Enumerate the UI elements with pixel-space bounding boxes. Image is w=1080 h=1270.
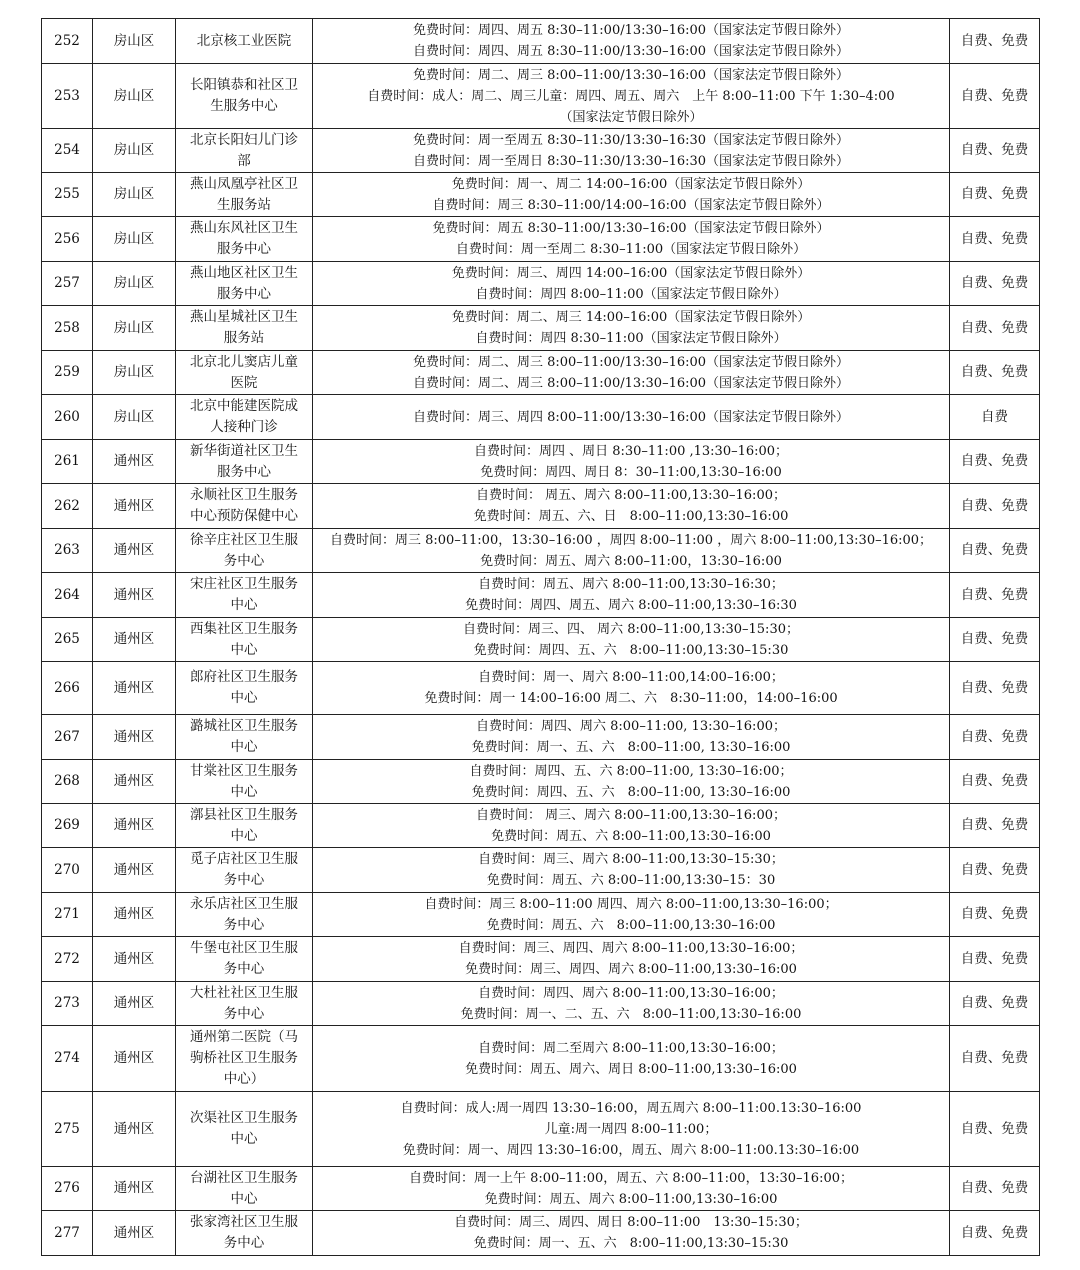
facility-name-line: 牛堡屯社区卫生服: [190, 940, 298, 956]
facility-name-line: 驹桥社区卫生服务: [190, 1050, 298, 1066]
facility-name-line: 北京北儿窦店儿童: [190, 353, 298, 370]
fee-type-cell: 自费: [950, 395, 1040, 440]
schedule-line: 儿童:周一周四 8:00–11:00；: [544, 1121, 718, 1137]
schedule-cell: [313, 395, 950, 440]
district-cell: 通州区: [93, 1211, 176, 1256]
schedule-cell: [313, 715, 950, 760]
facility-name-cell: [176, 306, 313, 351]
district-cell: 通州区: [93, 937, 176, 982]
facility-name-line: 通州第二医院（马: [190, 1029, 298, 1045]
schedule-line: 免费时间：周一、周二 14:00–16:00（国家法定节假日除外）: [451, 176, 811, 192]
schedule-cell: [313, 573, 950, 618]
schedule-line: 自费时间：周三 8:00–11:00，13:30–16:00 ，周四 8:00–11:00 ，周六 8:00–11:00,13:30–16:00；: [329, 532, 933, 548]
facility-name-line: 服务站: [223, 330, 265, 346]
facility-name-line: 宋庄社区卫生服务: [190, 576, 298, 592]
fee-type-cell: 自费、免费: [950, 893, 1040, 937]
schedule-cell: [313, 306, 950, 351]
facility-name-line: 人接种门诊: [210, 419, 278, 435]
schedule-line: 免费时间：周五、六、日 8:00–11:00,13:30–16:00: [473, 509, 789, 524]
facility-name-line: 郎府社区卫生服务: [190, 669, 298, 685]
facility-name-line: 北京核工业医院: [196, 32, 292, 49]
schedule-cell: [313, 19, 950, 64]
row-number-cell: 260: [42, 395, 93, 440]
fee-type-cell: 自费、免费: [950, 1167, 1040, 1211]
schedule-line: 自费时间：周二至周六 8:00–11:00,13:30–16:00；: [478, 1040, 784, 1056]
facility-name-cell: [176, 618, 313, 662]
facility-name-line: 中心: [230, 783, 258, 800]
district-cell: 通州区: [93, 760, 176, 804]
table-row: [42, 1092, 1040, 1167]
facility-name-line: 北京长阳妇儿门诊: [190, 131, 298, 148]
schedule-cell: [313, 217, 950, 262]
facility-name-line: 中心预防保健中心: [190, 508, 298, 524]
facility-name-line: 生服务中心: [210, 98, 278, 114]
fee-type-cell: 自费、免费: [950, 937, 1040, 982]
schedule-line: 免费时间：周五、周六 8:00–11:00，13:30–16:00: [480, 553, 782, 569]
facility-name-line: 燕山凤凰亭社区卫: [190, 175, 298, 192]
fee-type-cell: 自费、免费: [950, 1026, 1040, 1092]
schedule-line: 免费时间：周五、六 8:00–11:00,13:30–15：30: [486, 873, 776, 888]
table-row: [42, 64, 1040, 129]
fee-type-cell: 自费、免费: [950, 982, 1040, 1026]
facility-name-line: 中心: [230, 739, 258, 755]
row-number-cell: 255: [42, 173, 93, 217]
facility-name-line: 中心: [230, 827, 258, 844]
facility-name-cell: [176, 573, 313, 618]
table-row: [42, 484, 1040, 529]
schedule-line: 自费时间：周三、周六 8:00–11:00,13:30–15:30；: [478, 852, 784, 867]
schedule-cell: [313, 937, 950, 982]
row-number-cell: 254: [42, 129, 93, 173]
schedule-line: 自费时间：成人:周一周四 13:30–16:00，周五周六 8:00–11:00.13:30–16:00: [400, 1100, 862, 1116]
district-cell: 通州区: [93, 529, 176, 573]
row-number-cell: 275: [42, 1092, 93, 1167]
schedule-line: 免费时间：周一、二、五、六 8:00–11:00,13:30–16:00: [460, 1006, 802, 1022]
schedule-line: 免费时间：周五、周六 8:00–11:00,13:30–16:00: [484, 1191, 778, 1207]
district-cell: 房山区: [93, 262, 176, 306]
schedule-line: 自费时间：周三、四、 周六 8:00–11:00,13:30–15:30；: [463, 621, 799, 637]
schedule-line: 免费时间：周四、五、六 8:00–11:00, 13:30–16:00: [471, 784, 791, 800]
district-cell: 房山区: [93, 351, 176, 395]
schedule-line: 自费时间：周五、周六 8:00–11:00,13:30–16:30；: [478, 577, 784, 592]
schedule-line: 自费时间：周三 8:00–11:00 周四、周六 8:00–11:00,13:30–16:00；: [424, 896, 838, 912]
facility-name-line: 生服务站: [217, 196, 271, 213]
row-number-cell: 263: [42, 529, 93, 573]
table-row: [42, 662, 1040, 715]
schedule-line: 自费时间：周三、周四、周六 8:00–11:00,13:30–16:00；: [458, 941, 804, 956]
facility-name-line: 燕山东风社区卫生: [190, 220, 298, 236]
fee-type-cell: 自费、免费: [950, 173, 1040, 217]
schedule-line: 自费时间：周四、周六 8:00–11:00,13:30–16:00；: [478, 985, 784, 1001]
schedule-line: 免费时间：周四、五、六 8:00–11:00,13:30–15:30: [473, 642, 789, 658]
table-row: [42, 937, 1040, 982]
table-row: [42, 217, 1040, 262]
schedule-line: 自费时间：周一至周日 8:30–11:30/13:30–16:30（国家法定节假日除外）: [412, 153, 850, 169]
table-row: [42, 262, 1040, 306]
schedule-line: 免费时间：周四、周五 8:30–11:00/13:30–16:00（国家法定节假日除外）: [412, 23, 850, 38]
facility-name-line: 务中心: [223, 1235, 265, 1251]
facility-name-cell: [176, 1026, 313, 1092]
facility-name-cell: [176, 1167, 313, 1211]
district-cell: 通州区: [93, 1092, 176, 1167]
fee-type-cell: 自费、免费: [950, 804, 1040, 848]
facility-name-cell: [176, 1092, 313, 1167]
schedule-line: 自费时间：周四 8:30–11:00（国家法定节假日除外）: [475, 331, 787, 346]
fee-type-cell: 自费、免费: [950, 715, 1040, 760]
facility-name-cell: [176, 893, 313, 937]
facility-name-cell: [176, 64, 313, 129]
table-row: [42, 19, 1040, 64]
fee-type-cell: 自费、免费: [950, 306, 1040, 351]
schedule-line: 自费时间：周四 、周日 8:30–11:00 ,13:30–16:00；: [473, 443, 789, 459]
fee-type-cell: 自费、免费: [950, 351, 1040, 395]
schedule-cell: [313, 1167, 950, 1211]
district-cell: 房山区: [93, 64, 176, 129]
schedule-cell: [313, 662, 950, 715]
facility-name-line: 大杜社社区卫生服: [190, 984, 298, 1001]
facility-name-line: 永顺社区卫生服务: [190, 487, 298, 503]
facility-name-cell: [176, 395, 313, 440]
district-cell: 通州区: [93, 715, 176, 760]
schedule-cell: [313, 1092, 950, 1167]
fee-type-cell: 自费、免费: [950, 217, 1040, 262]
schedule-line: 自费时间：周一上午 8:00–11:00，周五、六 8:00–11:00，13:30–16:00；: [408, 1170, 853, 1186]
district-cell: 房山区: [93, 129, 176, 173]
schedule-line: 自费时间：周二、周三 8:00–11:00/13:30–16:00（国家法定节假日除外）: [412, 375, 850, 391]
facility-name-line: 务中心: [223, 961, 265, 977]
fee-type-cell: 自费、免费: [950, 484, 1040, 529]
schedule-line: 免费时间：周五、六 8:00–11:00,13:30–16:00: [486, 917, 776, 933]
row-number-cell: 267: [42, 715, 93, 760]
table-row: [42, 440, 1040, 484]
row-number-cell: 273: [42, 982, 93, 1026]
facility-name-line: 永乐店社区卫生服: [190, 895, 298, 912]
facility-name-cell: [176, 804, 313, 848]
schedule-cell: [313, 982, 950, 1026]
schedule-line: 免费时间：周五、周六、周日 8:00–11:00,13:30–16:00: [465, 1061, 797, 1077]
fee-type-cell: 自费、免费: [950, 440, 1040, 484]
facility-name-cell: [176, 173, 313, 217]
schedule-line: 免费时间：周二、周三 14:00–16:00（国家法定节假日除外）: [451, 310, 811, 325]
facility-name-cell: [176, 484, 313, 529]
facility-name-line: 中心: [230, 690, 258, 706]
schedule-cell: [313, 529, 950, 573]
district-cell: 房山区: [93, 19, 176, 64]
district-cell: 房山区: [93, 173, 176, 217]
facility-name-line: 部: [237, 152, 251, 169]
schedule-cell: [313, 484, 950, 529]
schedule-line: 免费时间：周四、周日 8：30–11:00,13:30–16:00: [480, 464, 782, 480]
facility-name-line: 漷县社区卫生服务: [190, 806, 298, 823]
schedule-line: 免费时间：周五、六 8:00–11:00,13:30–16:00: [491, 828, 771, 844]
table-body: [42, 19, 1040, 1256]
facility-name-line: 中心）: [223, 1071, 265, 1087]
facility-name-cell: [176, 262, 313, 306]
row-number-cell: 268: [42, 760, 93, 804]
facility-name-line: 服务中心: [217, 285, 271, 302]
row-number-cell: 264: [42, 573, 93, 618]
district-cell: 通州区: [93, 440, 176, 484]
facility-name-cell: [176, 440, 313, 484]
table-row: [42, 529, 1040, 573]
vaccination-schedule-table: [41, 18, 1040, 1256]
schedule-line: 免费时间：周一、五、六 8:00–11:00, 13:30–16:00: [471, 740, 791, 755]
facility-name-line: 新华街道社区卫生: [190, 442, 298, 459]
schedule-cell: [313, 262, 950, 306]
schedule-cell: [313, 893, 950, 937]
schedule-line: （国家法定节假日除外）: [559, 109, 703, 125]
table-row: [42, 351, 1040, 395]
schedule-line: 自费时间：周一至周二 8:30–11:00（国家法定节假日除外）: [455, 242, 807, 257]
row-number-cell: 262: [42, 484, 93, 529]
row-number-cell: 274: [42, 1026, 93, 1092]
table-row: [42, 618, 1040, 662]
schedule-line: 免费时间：周二、周三 8:00–11:00/13:30–16:00（国家法定节假日除外）: [412, 67, 850, 83]
schedule-line: 免费时间：周五 8:30–11:00/13:30–16:00（国家法定节假日除外）: [432, 221, 830, 236]
facility-name-line: 长阳镇恭和社区卫: [190, 77, 298, 93]
schedule-line: 免费时间：周二、周三 8:00–11:00/13:30–16:00（国家法定节假日除外）: [412, 354, 850, 370]
schedule-cell: [313, 351, 950, 395]
facility-name-line: 台湖社区卫生服务: [190, 1169, 298, 1186]
table-row: [42, 804, 1040, 848]
row-number-cell: 270: [42, 848, 93, 893]
facility-name-cell: [176, 848, 313, 893]
row-number-cell: 272: [42, 937, 93, 982]
district-cell: 通州区: [93, 1026, 176, 1092]
row-number-cell: 257: [42, 262, 93, 306]
facility-name-line: 燕山星城社区卫生: [190, 309, 298, 325]
district-cell: 通州区: [93, 982, 176, 1026]
facility-name-line: 务中心: [223, 1005, 265, 1022]
facility-name-cell: [176, 937, 313, 982]
facility-name-line: 西集社区卫生服务: [190, 620, 298, 637]
table-row: [42, 173, 1040, 217]
schedule-line: 自费时间：周四、周五 8:30–11:00/13:30–16:00（国家法定节假日除外）: [412, 44, 850, 59]
facility-name-line: 服务中心: [217, 241, 271, 257]
table-row: [42, 1167, 1040, 1211]
facility-name-cell: [176, 715, 313, 760]
facility-name-cell: [176, 529, 313, 573]
facility-name-line: 务中心: [223, 552, 265, 569]
row-number-cell: 266: [42, 662, 93, 715]
facility-name-line: 次渠社区卫生服务: [190, 1110, 298, 1126]
facility-name-cell: [176, 662, 313, 715]
row-number-cell: 252: [42, 19, 93, 64]
schedule-cell: [313, 760, 950, 804]
table-row: [42, 306, 1040, 351]
fee-type-cell: 自费、免费: [950, 1092, 1040, 1167]
schedule-line: 免费时间：周一、五、六 8:00–11:00,13:30–15:30: [473, 1236, 789, 1251]
table-row: [42, 848, 1040, 893]
fee-type-cell: 自费、免费: [950, 64, 1040, 129]
row-number-cell: 259: [42, 351, 93, 395]
district-cell: 通州区: [93, 1167, 176, 1211]
table-row: [42, 1026, 1040, 1092]
table-row: [42, 573, 1040, 618]
facility-name-cell: [176, 129, 313, 173]
facility-name-line: 燕山地区社区卫生: [190, 264, 298, 281]
facility-name-cell: [176, 19, 313, 64]
row-number-cell: 261: [42, 440, 93, 484]
facility-name-line: 医院: [230, 374, 258, 391]
district-cell: 通州区: [93, 573, 176, 618]
fee-type-cell: 自费、免费: [950, 1211, 1040, 1256]
schedule-line: 自费时间：周四、周六 8:00–11:00, 13:30–16:00；: [476, 719, 786, 734]
schedule-cell: [313, 1026, 950, 1092]
facility-name-line: 觅子店社区卫生服: [190, 851, 298, 867]
district-cell: 通州区: [93, 484, 176, 529]
district-cell: 房山区: [93, 217, 176, 262]
fee-type-cell: 自费、免费: [950, 848, 1040, 893]
schedule-cell: [313, 804, 950, 848]
district-cell: 通州区: [93, 893, 176, 937]
row-number-cell: 253: [42, 64, 93, 129]
schedule-line: 自费时间：成人：周二、周三儿童：周四、周五、周六 上午 8:00–11:00 下午 1:30–4:00: [367, 88, 895, 104]
table-row: [42, 1211, 1040, 1256]
schedule-cell: [313, 618, 950, 662]
schedule-line: 免费时间：周一 14:00–16:00 周二、六 8:30–11:00，14:00–16:00: [424, 691, 838, 706]
schedule-line: 自费时间： 周五、周六 8:00–11:00,13:30–16:00；: [476, 488, 786, 503]
district-cell: 通州区: [93, 662, 176, 715]
facility-name-line: 徐辛庄社区卫生服: [190, 531, 298, 548]
facility-name-line: 张家湾社区卫生服: [190, 1214, 298, 1230]
facility-name-line: 北京中能建医院成: [190, 398, 298, 414]
row-number-cell: 265: [42, 618, 93, 662]
schedule-line: 自费时间：周三、周四、周日 8:00–11:00 13:30–15:30；: [454, 1215, 808, 1230]
district-cell: 通州区: [93, 618, 176, 662]
schedule-cell: [313, 440, 950, 484]
facility-name-cell: [176, 351, 313, 395]
facility-name-line: 务中心: [223, 916, 265, 933]
facility-name-line: 潞城社区卫生服务: [190, 718, 298, 734]
fee-type-cell: 自费、免费: [950, 19, 1040, 64]
facility-name-line: 中心: [230, 1131, 258, 1147]
facility-name-line: 甘棠社区卫生服务: [190, 762, 298, 779]
schedule-line: 自费时间：周四、五、六 8:00–11:00, 13:30–16:00；: [469, 763, 793, 779]
fee-type-cell: 自费、免费: [950, 573, 1040, 618]
facility-name-line: 中心: [230, 1190, 258, 1207]
row-number-cell: 271: [42, 893, 93, 937]
table-row: [42, 760, 1040, 804]
district-cell: 房山区: [93, 395, 176, 440]
facility-name-line: 务中心: [223, 872, 265, 888]
schedule-line: 自费时间：周三 8:30–11:00/14:00–16:00（国家法定节假日除外）: [432, 197, 830, 213]
schedule-cell: [313, 1211, 950, 1256]
district-cell: 通州区: [93, 848, 176, 893]
schedule-line: 免费时间：周三、周四、周六 8:00–11:00,13:30–16:00: [465, 962, 797, 977]
fee-type-cell: 自费、免费: [950, 262, 1040, 306]
schedule-cell: [313, 129, 950, 173]
schedule-line: 免费时间：周四、周五、周六 8:00–11:00,13:30–16:30: [465, 598, 797, 613]
fee-type-cell: 自费、免费: [950, 129, 1040, 173]
schedule-cell: [313, 173, 950, 217]
table-row: [42, 395, 1040, 440]
schedule-line: 免费时间：周三、周四 14:00–16:00（国家法定节假日除外）: [451, 265, 811, 281]
schedule-cell: [313, 848, 950, 893]
facility-name-line: 中心: [230, 641, 258, 658]
facility-name-cell: [176, 982, 313, 1026]
district-cell: 通州区: [93, 804, 176, 848]
schedule-line: 自费时间：周四 8:00–11:00（国家法定节假日除外）: [475, 286, 787, 302]
facility-name-line: 中心: [230, 597, 258, 613]
fee-type-cell: 自费、免费: [950, 760, 1040, 804]
row-number-cell: 276: [42, 1167, 93, 1211]
row-number-cell: 256: [42, 217, 93, 262]
facility-name-line: 服务中心: [217, 463, 271, 480]
row-number-cell: 277: [42, 1211, 93, 1256]
facility-name-cell: [176, 760, 313, 804]
schedule-line: 自费时间：周三、周四 8:00–11:00/13:30–16:00（国家法定节假日除外）: [412, 409, 850, 425]
row-number-cell: 258: [42, 306, 93, 351]
table-row: [42, 982, 1040, 1026]
table-row: [42, 129, 1040, 173]
facility-name-cell: [176, 1211, 313, 1256]
row-number-cell: 269: [42, 804, 93, 848]
schedule-cell: [313, 64, 950, 129]
fee-type-cell: 自费、免费: [950, 529, 1040, 573]
table-row: [42, 893, 1040, 937]
schedule-line: 自费时间： 周三、周六 8:00–11:00,13:30–16:00；: [476, 807, 786, 823]
schedule-line: 免费时间：周一至周五 8:30–11:30/13:30–16:30（国家法定节假日除外）: [412, 132, 850, 148]
fee-type-cell: 自费、免费: [950, 662, 1040, 715]
fee-type-cell: 自费、免费: [950, 618, 1040, 662]
district-cell: 房山区: [93, 306, 176, 351]
facility-name-cell: [176, 217, 313, 262]
table-row: [42, 715, 1040, 760]
schedule-line: 自费时间：周一、周六 8:00–11:00,14:00–16:00；: [478, 670, 784, 685]
schedule-line: 免费时间：周一、周四 13:30–16:00，周五、周六 8:00–11:00.13:30–16:00: [402, 1142, 860, 1158]
